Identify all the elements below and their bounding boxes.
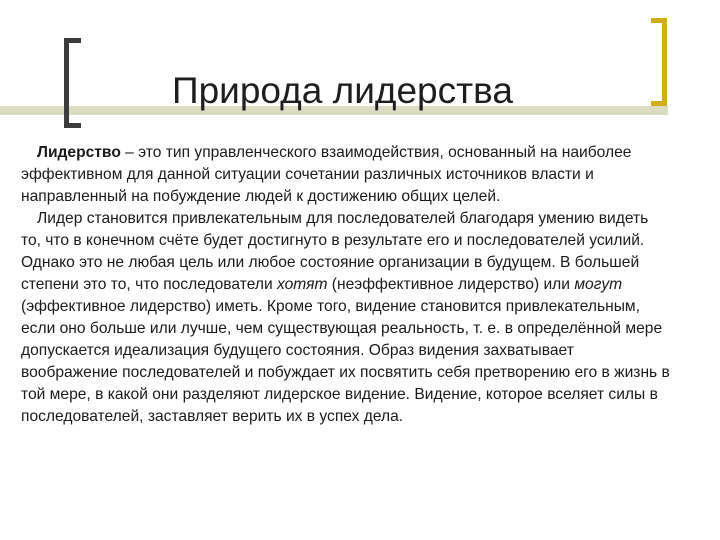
vision-text-part2: (неэффективное лидерство) или (327, 276, 575, 293)
vision-italic-can: могут (574, 276, 623, 293)
vision-italic-want: хотят (277, 276, 328, 293)
vision-text-part1: Лидер становится привлекательным для последователей благодаря умению видеть то, что в конечном счёте будет достигнуто в результате его и последователей усилий. Однако это не любая цель или любое состояние организации в будущем. В большей степени это то, что последователи (21, 210, 649, 293)
definition-term: Лидерство (37, 144, 121, 161)
slide-body (21, 142, 671, 428)
left-bracket-decoration (64, 38, 81, 128)
definition-paragraph (21, 142, 671, 208)
definition-text: – это тип управленческого взаимодействия, основанный на наиболее эффективном для данной ситуации сочетании различных источников власти и направленный на побуждение людей к достижению общих целей. (21, 144, 632, 205)
slide-title: Природа лидерства (172, 70, 513, 111)
right-bracket-decoration (651, 18, 667, 106)
vision-paragraph (21, 208, 671, 428)
vision-text-part3: (эффективное лидерство) иметь. Кроме того, видение становится привлекательным, если оно больше или лучше, чем существующая реальность, т. е. в определённой мере допускается идеализация будущего состояния. Образ видения захватывает воображение последователей и побуждает их посвятить себя претворению его в жизнь в той мере, в какой они разделяют лидерское видение. Видение, которое вселяет силы в последователей, заставляет верить их в успех дела. (21, 298, 670, 425)
